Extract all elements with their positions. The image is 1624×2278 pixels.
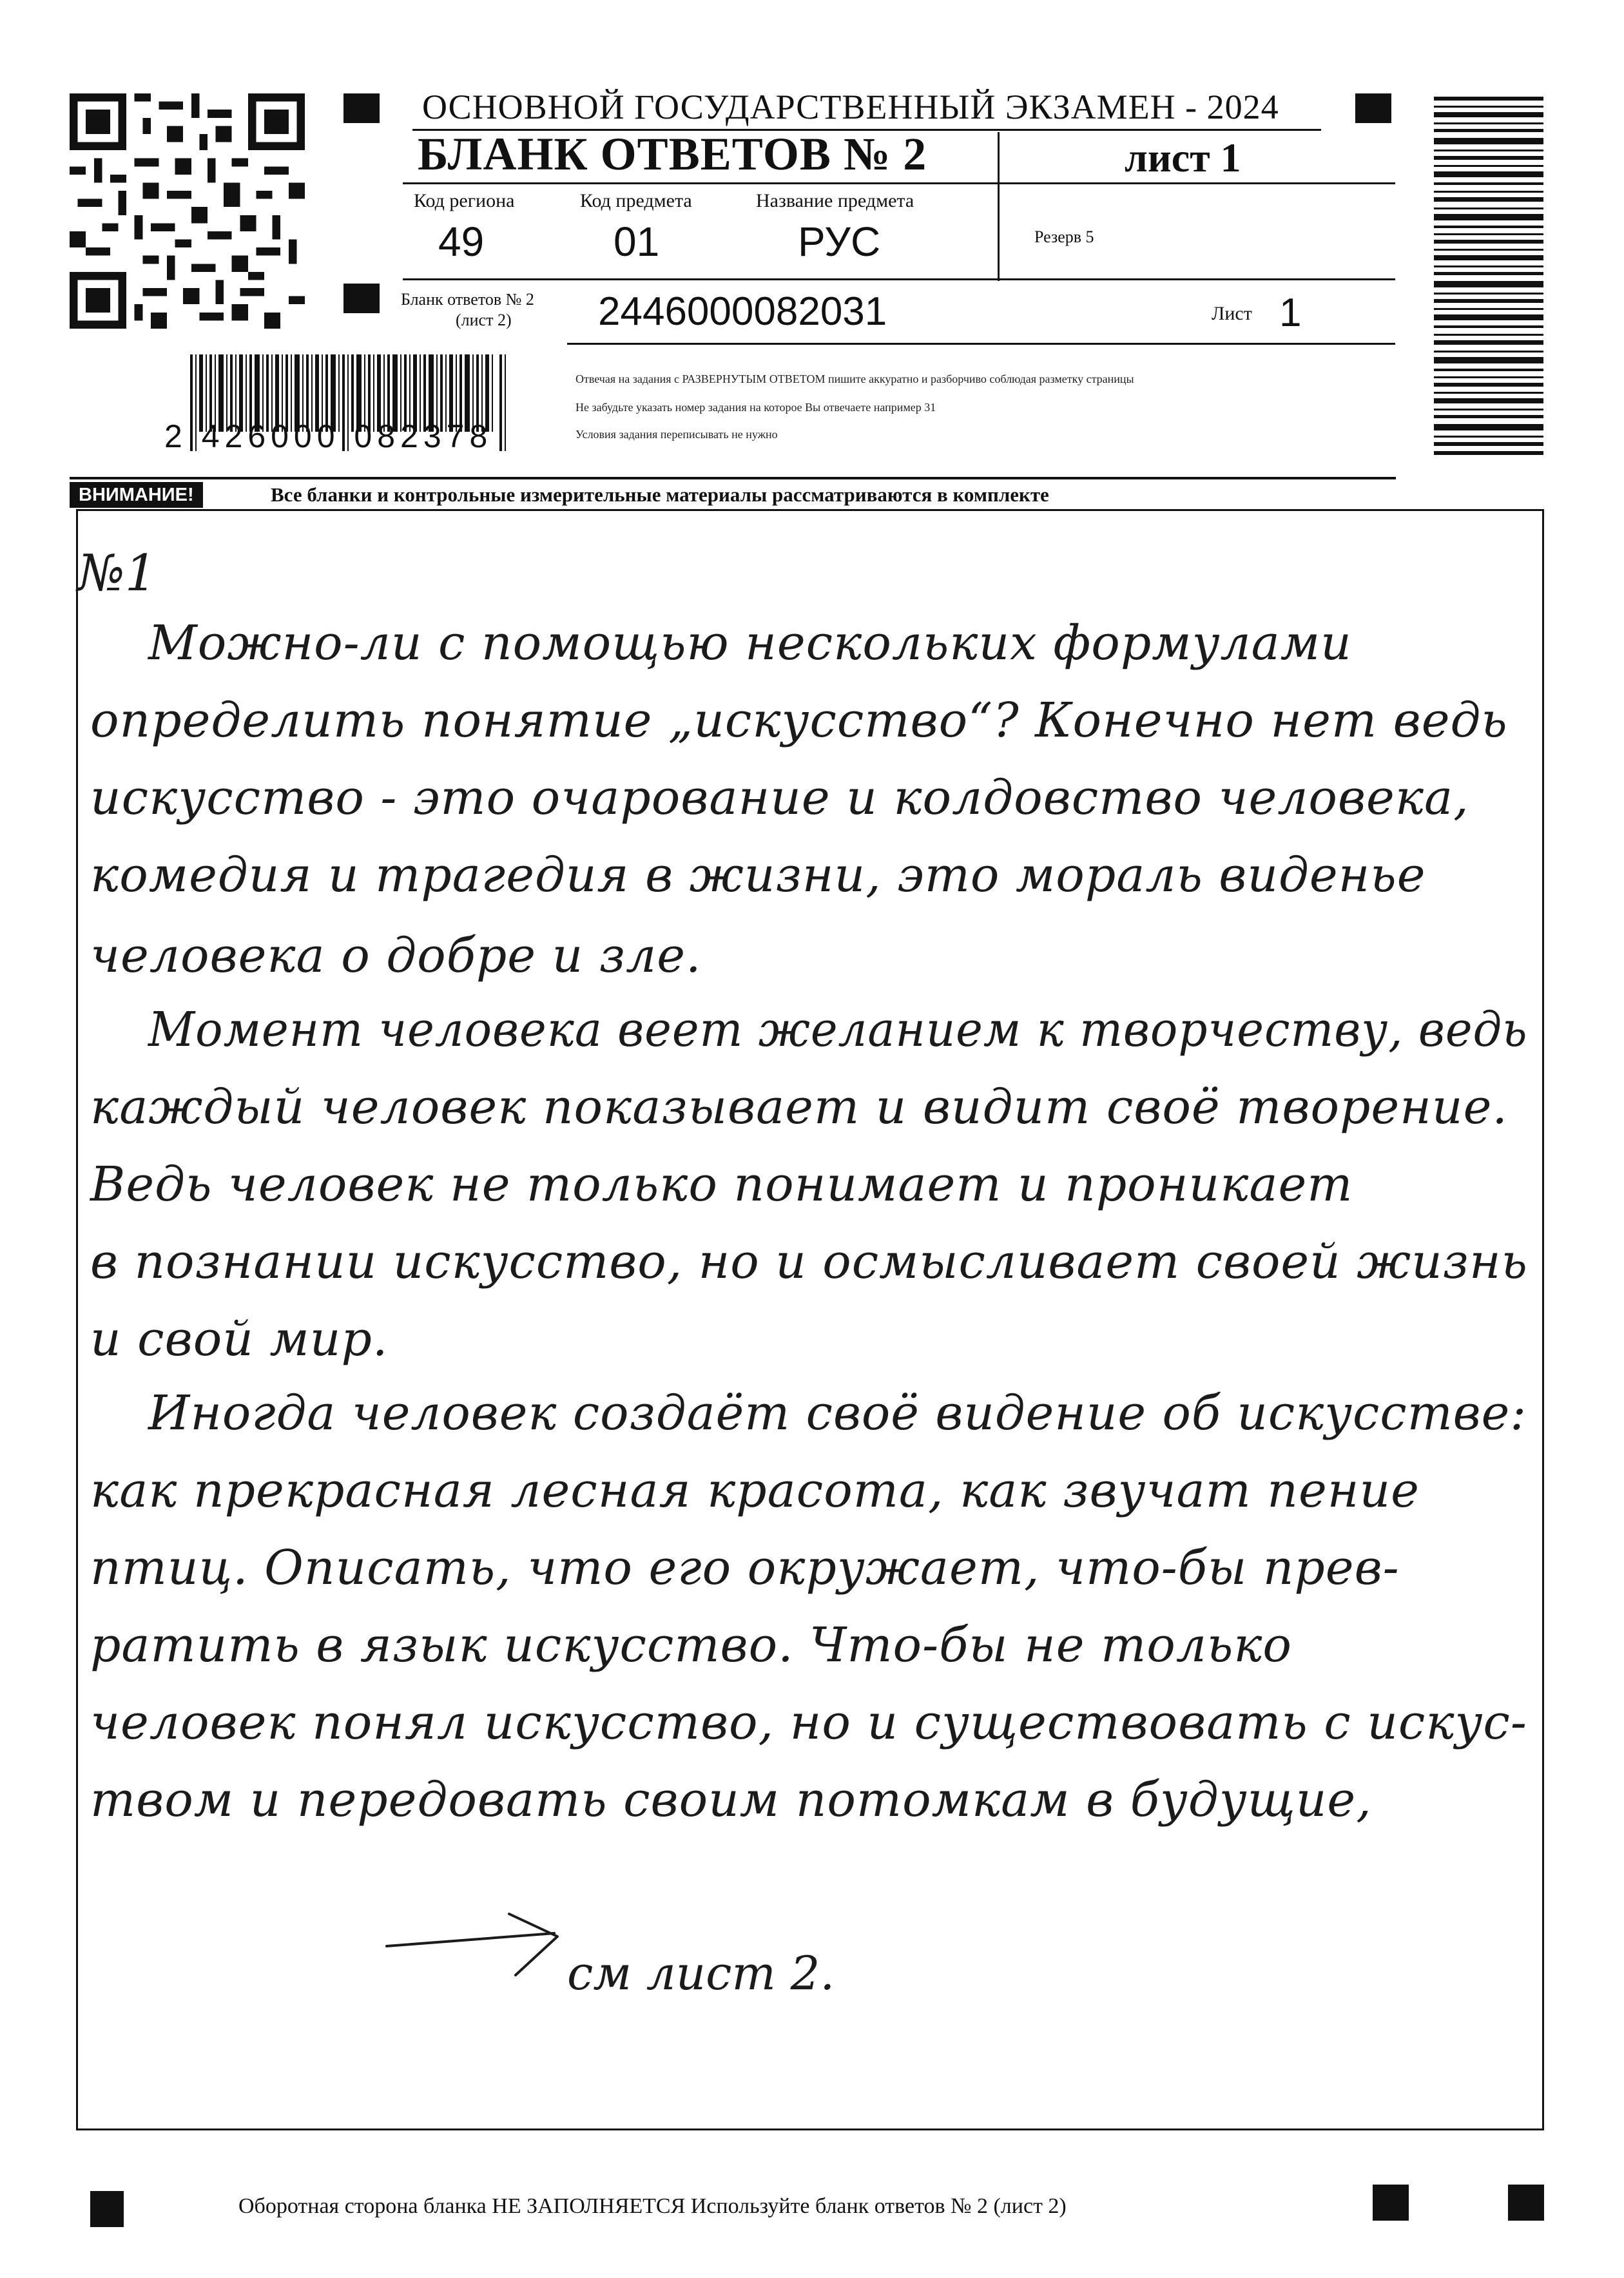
registration-mark <box>343 93 380 123</box>
attention-text: Все бланки и контрольные измерительные материалы рассматриваются в комплекте <box>271 483 1049 506</box>
registration-mark <box>1355 93 1391 123</box>
answer-line: Ведь человек не только понимает и проникает <box>90 1157 1353 1212</box>
answer-line: человек понял искусство, но и существовать с искус- <box>90 1695 1527 1750</box>
footer-text: Оборотная сторона бланка НЕ ЗАПОЛНЯЕТСЯ Используйте бланк ответов № 2 (лист 2) <box>238 2194 1067 2218</box>
task-number: №1 <box>77 545 157 603</box>
sheet-label: лист 1 <box>1125 135 1241 180</box>
sheet-no: 1 <box>1279 291 1302 335</box>
registration-mark <box>1373 2185 1409 2221</box>
answer-line: определить понятие „искусство“? Конечно нет ведь <box>90 693 1508 748</box>
form-number-rule <box>567 343 1395 345</box>
qr-code <box>70 93 305 329</box>
registration-mark <box>1508 2185 1544 2221</box>
code-rule <box>403 278 1395 280</box>
sheet-no-label: Лист <box>1212 303 1252 324</box>
answer-line: Иногда человек создаёт своё видение об искусстве: <box>148 1385 1527 1441</box>
barcode-number: 2 426000 082378 <box>164 418 493 454</box>
registration-mark <box>90 2191 124 2227</box>
side-barcode <box>1434 97 1543 458</box>
registration-mark <box>343 284 380 313</box>
attention-badge: ВНИМАНИЕ! <box>70 482 203 508</box>
answer-line: каждый человек показывает и видит своё творение. <box>90 1079 1508 1135</box>
answer-line: Можно-ли с помощью нескольких формулами <box>148 615 1352 671</box>
continue-note: см лист 2. <box>567 1946 835 2000</box>
form-number: 2446000082031 <box>598 289 887 334</box>
form-ref-label: Бланк ответов № 2 <box>401 290 534 309</box>
subject-name: РУС <box>798 218 881 265</box>
answer-line: ратить в язык искусство. Что-бы не только <box>90 1617 1292 1673</box>
instruction-3: Условия задания переписывать не нужно <box>575 428 778 441</box>
answer-line: и свой мир. <box>90 1311 389 1367</box>
attention-rule <box>70 477 1396 479</box>
answer-line: как прекрасная лесная красота, как звучат пение <box>90 1463 1420 1518</box>
answer-line: человека о добре и зле. <box>90 928 702 983</box>
instruction-1: Отвечая на задания с РАЗВЕРНУТЫМ ОТВЕТОМ пишите аккуратно и разборчиво соблюдая разметку страницы <box>575 372 1134 385</box>
answer-line: Момент человека веет желанием к творчеству, ведь <box>148 1002 1528 1057</box>
answer-line: в познании искусство, но и осмысливает своей жизнь <box>90 1234 1528 1289</box>
form-title: БЛАНК ОТВЕТОВ № 2 <box>418 128 927 180</box>
answer-line: искусство - это очарование и колдовство человека, <box>90 770 1469 825</box>
answer-line: птиц. Описать, что его окружает, что-бы прев- <box>90 1540 1400 1596</box>
region-code: 49 <box>438 218 485 265</box>
answer-line: комедия и трагедия в жизни, это мораль виденье <box>90 847 1426 903</box>
title-divider <box>998 132 1000 182</box>
instruction-2: Не забудьте указать номер задания на которое Вы отвечаете например 31 <box>575 401 936 414</box>
arrow-icon <box>380 1907 567 1991</box>
subject-code-label: Код предмета <box>580 190 692 211</box>
exam-title: ОСНОВНОЙ ГОСУДАРСТВЕННЫЙ ЭКЗАМЕН - 2024 <box>422 88 1279 126</box>
header-rule <box>403 182 1395 184</box>
code-divider <box>998 184 1000 281</box>
form-ref-sheet: (лист 2) <box>456 311 512 329</box>
region-code-label: Код региона <box>414 190 515 211</box>
answer-line: твом и передовать своим потомкам в будущие, <box>90 1772 1372 1828</box>
subject-code: 01 <box>614 218 660 265</box>
subject-name-label: Название предмета <box>756 190 914 211</box>
reserve-label: Резерв 5 <box>1034 227 1094 246</box>
